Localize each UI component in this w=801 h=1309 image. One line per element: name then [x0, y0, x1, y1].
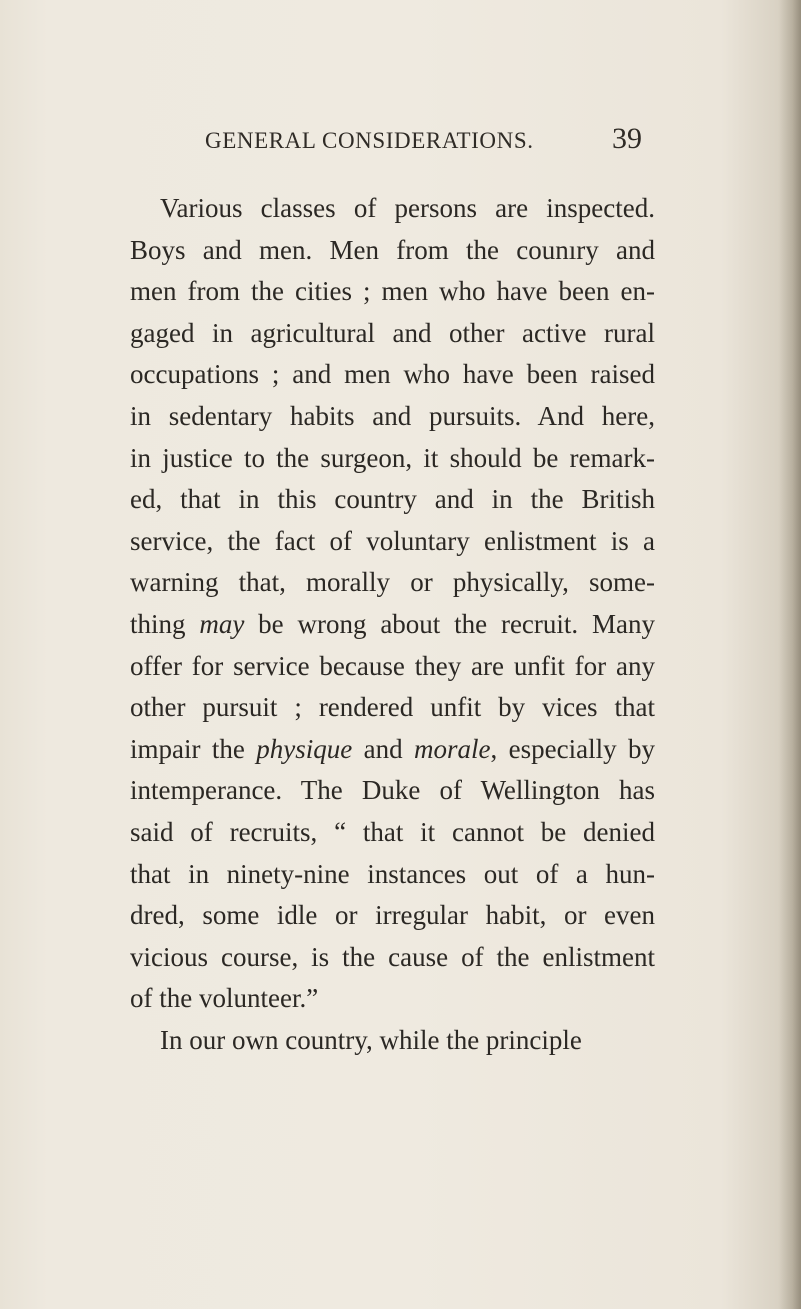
text-line: offer for service because they are unfit for any — [130, 650, 655, 681]
page-number: 39 — [612, 122, 642, 155]
text-line: of the volunteer.” — [130, 983, 319, 1014]
text-line — [130, 604, 655, 646]
text-run: be wrong about the recruit. Many — [244, 608, 655, 639]
running-head: GENERAL CONSIDERATIONS. — [205, 128, 534, 153]
page-edge-shadow — [779, 0, 801, 1309]
text-run: , especially by — [490, 733, 656, 764]
italic-run: morale — [414, 733, 491, 764]
text-line: intemperance. The Duke of Wellington has — [130, 775, 655, 806]
text-line: warning that, morally or physically, some- — [130, 567, 655, 598]
text-line — [130, 729, 655, 771]
text-line: service, the fact of voluntary enlistment is a — [130, 525, 655, 556]
text-run: thing — [130, 608, 200, 639]
text-line: in sedentary habits and pursuits. And here, — [130, 400, 655, 431]
italic-run: physique — [256, 733, 353, 764]
text-line: other pursuit ; rendered unfit by vices that — [130, 692, 655, 723]
text-line: In our own country, while the principle — [160, 1024, 582, 1055]
text-line: vicious course, is the cause of the enlistment — [130, 941, 655, 972]
text-line: gaged in agricultural and other active rural — [130, 317, 655, 348]
text-run: and — [352, 733, 415, 764]
text-line: Various classes of persons are inspected. — [160, 193, 655, 223]
body-text — [130, 188, 655, 1061]
text-line: Boys and men. Men from the counıry and — [130, 234, 655, 265]
text-line: that in ninety-nine instances out of a hun- — [130, 858, 655, 889]
text-line: dred, some idle or irregular habit, or even — [130, 900, 655, 931]
text-run: impair the — [130, 733, 257, 764]
text-line: men from the cities ; men who have been en- — [130, 276, 655, 307]
text-line: in justice to the surgeon, it should be remark- — [130, 442, 655, 473]
text-line: occupations ; and men who have been raised — [130, 359, 655, 390]
italic-run: may — [199, 608, 245, 639]
text-line: ed, that in this country and in the British — [130, 484, 655, 515]
text-line: said of recruits, “ that it cannot be denied — [130, 816, 655, 847]
